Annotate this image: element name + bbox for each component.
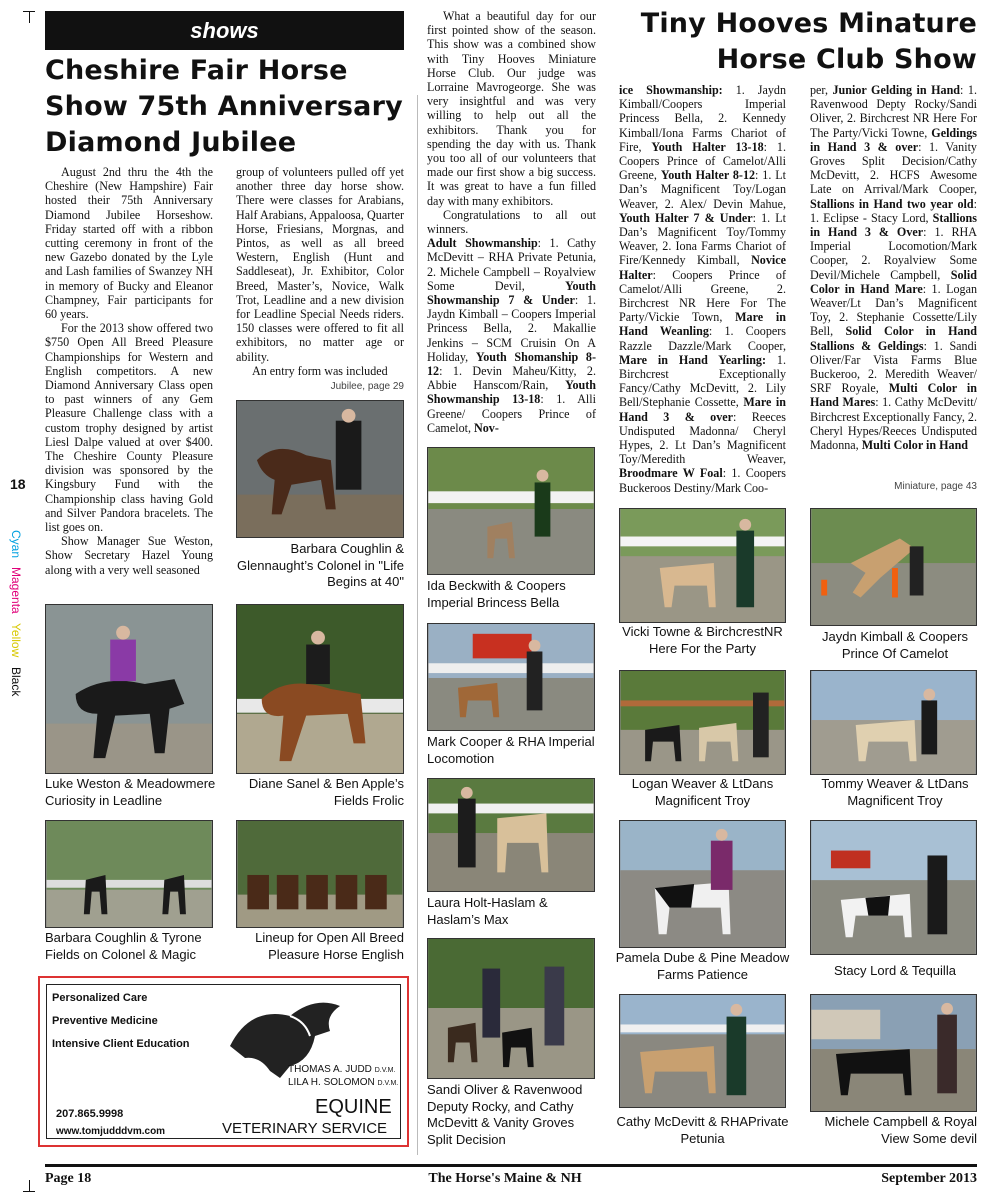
caption-pamela: Pamela Dube & Pine Meadow Farms Patience: [615, 950, 790, 982]
caption-jaydn: Jaydn Kimball & Coopers Prince Of Camelot: [822, 629, 968, 661]
photo-sandi: [427, 938, 595, 1079]
middle-para: Congratulations to all out winners.: [427, 207, 596, 237]
mini-horse-image: [811, 995, 976, 1111]
left-title-line: Cheshire Fair Horse: [45, 55, 348, 86]
left-article-title: [45, 53, 410, 161]
horse-rider-image: [237, 401, 403, 537]
mini-horse-image: [428, 779, 594, 891]
photo-luke: [45, 604, 213, 774]
footer-center: The Horse's Maine & NH: [428, 1171, 582, 1186]
photo-michele: [810, 994, 977, 1112]
mini-horse-image: [620, 995, 785, 1107]
caption-coughlin: Barbara Coughlin & Glennaught’s Colonel in "Life Begins at 40": [237, 541, 404, 589]
mini-horse-jump-image: [811, 509, 976, 625]
horses-lineup-image: [237, 821, 403, 927]
caption-tommy: Tommy Weaver & LtDans Magnificent Troy: [821, 776, 969, 808]
photo-mark: [427, 623, 595, 731]
photo-vicki: [619, 508, 786, 623]
ad-degree: D.V.M.: [377, 1080, 399, 1087]
left-para: Show Manager Sue Weston, Show Secretary Hazel Young along with a very well seasoned: [45, 534, 213, 577]
mini-horses-image: [620, 671, 785, 774]
photo-tommy: [810, 670, 977, 775]
caption-stacy: Stacy Lord & Tequilla: [834, 963, 956, 978]
photo-lineup: [236, 820, 404, 928]
plate-cyan: Cyan: [9, 530, 23, 559]
caption-diane: Diane Sanel & Ben Apple’s Fields Frolic: [248, 776, 404, 808]
horse-riders-image: [46, 821, 212, 927]
photo-stacy: [810, 820, 977, 955]
caption-laura: Laura Holt-Haslam & Haslam’s Max: [427, 895, 548, 927]
left-jump: Jubilee, page 29: [330, 381, 404, 392]
ad-degree: D.V.M.: [374, 1067, 396, 1074]
left-title-line: Show 75th Anniversary: [45, 91, 403, 122]
footer-left: Page 18: [45, 1171, 92, 1186]
right-article-title: [610, 6, 977, 78]
photo-pamela: [619, 820, 786, 948]
mini-horse-image: [620, 821, 785, 947]
crop-mark-top: [29, 11, 30, 23]
photo-ida: [427, 447, 595, 575]
left-para: For the 2013 show offered two $750 Open All Breed Pleasure Championships for Western and English competitors. A new Diamond Anniversary Class open to past winners of any Gem Pleasure Challenge class with a custom trophy designed by artist Liesl Dalpe valued at over $400. The Cheshire County Pleasure division was sponsored by the Kingsbury Fund with the Championship class having Gold and Silver Pandora bracelets. The list goes on.: [45, 321, 213, 535]
right-title-line: Tiny Hooves Minature: [640, 8, 977, 39]
middle-column: [427, 9, 596, 435]
ad-phone: 207.865.9998: [56, 1108, 124, 1120]
left-title-line: Diamond Jubilee: [45, 127, 297, 158]
caption-lineup: Lineup for Open All Breed Pleasure Horse English: [255, 930, 404, 962]
mini-horse-image: [811, 821, 976, 954]
right-col-1: [619, 83, 786, 495]
photo-laura: [427, 778, 595, 892]
ad-line-2: Preventive Medicine: [52, 1015, 158, 1027]
caption-sandi: Sandi Oliver & Ravenwood Deputy Rocky, and Cathy McDevitt & Vanity Groves Split Decision: [427, 1082, 583, 1147]
ad-brand-2: VETERINARY SERVICE: [222, 1120, 388, 1137]
crop-mark-top-h: [23, 11, 35, 12]
left-col-2: [236, 165, 404, 378]
right-title-line: Horse Club Show: [716, 44, 977, 75]
right-jump: Miniature, page 43: [894, 481, 977, 492]
footer-right: September 2013: [881, 1171, 977, 1186]
photo-diane: [236, 604, 404, 774]
right-results-2: per, Junior Gelding in Hand: 1. Ravenwood Depty Rocky/Sandi Oliver, 2. Birchcrest NR Here For The Party/Vicki Towne, Geldings in Hand 3 & over: 1. Vanity Groves Split Decision/Cathy McDevitt, 2. HCFS Awesome Late on Arrival/Mark Cooper, Stallions in Hand two year old: 1. Eclipse - Stacy Lord, Stallions in Hand 3 & Over: 1. RHA Imperial Locomotion/Mark Cooper, 2. Royalview Some Devil/Michele Campbell, Solid Color in Hand Mare: 1. Logan Weaver/Lt Dan’s Magnificent Toy, 2. Stephanie Cossette/Lily Bell, Solid Color in Hand Stallions & Geldings: 1. Sandi Oliver/Far Vista Farms Blue Buckeroo, 2. Meredith Weaver/ SRF Royale, Multi Color in Hand Mares: 1. Cathy McDevitt/ Birchcrest Exceptionally Fancy, 2. Cheryl Hypes/Reeces Undisputed Madonna, Multi Color in Hand: [810, 83, 977, 453]
caption-michele: Michele Campbell & Royal View Some devil: [824, 1114, 977, 1146]
ad-line-1: Personalized Care: [52, 992, 148, 1004]
color-plates: [9, 530, 23, 696]
right-col-2: [810, 83, 977, 452]
right-results-1: ice Showmanship: 1. Jaydn Kimball/Coopers Imperial Princess Bella, 2. Kennedy Kimball/Iona Farms Chariot of Fire, Youth Halter 13-18: 1. Coopers Prince of Camelot/Alli Greene, Youth Halter 8-12: 1. Lt Dan’s Magnificent Toy/Logan Weaver, 2. Alex/ Devin Mahue, Youth Halter 7 & Under: 1. Lt Dan’s Magnificent Toy/Tommy Weaver, 2. Iona Farms Chariot of Fire/Kennedy Kimball, Novice Halter: Coopers Prince of Camelot/Alli Greene, 2. Birchcrest NR Here For The Party/Vickie Town, Mare in Hand Weanling: 1. Coopers Razzle Dazzle/Mark Cooper, Mare in Hand Yearling: 1. Birchcrest Exceptionally Fancy/Cathy McDevitt, 2. Lily Bell/Stephanie Cossette, Mare in Hand 3 & over: Reeces Undisputed Madonna/ Cheryl Hypes, 2. Lt Dan’s Magnificent Toy/Meredith Weaver, Broodmare W Foal: 1. Coopers Buckeroos Destiny/Mark Coo-: [619, 83, 786, 495]
photo-cathy: [619, 994, 786, 1108]
mini-horse-image: [428, 624, 594, 730]
caption-tyrone: Barbara Coughlin & Tyrone Fields on Colonel & Magic: [45, 930, 202, 962]
ad-web: www.tomjudddvm.com: [56, 1126, 166, 1137]
caption-cathy: Cathy McDevitt & RHAPrivate Petunia: [616, 1114, 789, 1146]
mini-horse-image: [428, 448, 594, 574]
photo-jaydn: [810, 508, 977, 626]
left-para: group of volunteers pulled off yet another three day horse show. There were classes for Arabians, Half Arabians, Appaloosa, Quarter Horse, Friesians, Morgnas, and Pintos, as well as all breed Western, English (Hunt and Saddleseat), Jr. Exhibitor, Color Breed, Master’s, Novice, Walk Trot, Leadline and a new division for Leadline Special Needs riders. 150 classes were offered to fit all exhibitors, no matter age or ability.: [236, 165, 404, 364]
mini-horses-image: [428, 939, 594, 1078]
horse-rider-image: [237, 605, 403, 773]
middle-results: Adult Showmanship: 1. Cathy McDevitt – RHA Private Petunia, 2. Michele Campbell – Royalview Some Devil, Youth Showmanship 7 & Under: 1. Jaydn Kimball – Coopers Imperial Princess Bella, 2. Makallie Jenkins – SCM Cruisin On A Holiday, Youth Shomanship 8-12: 1. Devin Maheu/Kitty, 2. Abbie Hanscom/Rain, Youth Showmanship 13-18: 1. Alli Greene/ Coopers Prince of Camelot, Nov-: [427, 236, 597, 435]
ad-doctor-1: THOMAS A. JUDD D.V.M.: [288, 1064, 396, 1075]
middle-para: What a beautiful day for our first pointed show of the season. This show was a combined show with Tiny Hooves Miniature Horse Club. Our judge was Lorraine Mavrogeorge. She was very insightful and was very willing to help out all the exhibitors. Thank you for spending the day with us. Thank you too all of our volunteers that made our first show a big success. It was great to have a fun filled day with many exhibitors.: [427, 9, 596, 208]
vet-advertisement: [38, 976, 409, 1147]
crop-mark-bottom-h: [23, 1191, 35, 1192]
plate-black: Black: [9, 667, 23, 697]
caption-luke: Luke Weston & Meadowmere Curiosity in Leadline: [45, 776, 216, 808]
left-para: August 2nd thru the 4th the Cheshire (New Hampshire) Fair hosted their 75th Anniversary Diamond Jubilee Horseshow. Friday started off with a ribbon cutting ceremony in front of the new Gazebo donated by the Lyle and Lash families of Swanzey NH in memory of Bucky and Eleanor Champney, Fair participants for 60 years.: [45, 165, 213, 322]
left-col-1: [45, 165, 213, 577]
caption-logan: Logan Weaver & LtDans Magnificent Troy: [631, 776, 774, 808]
mini-horse-image: [811, 671, 976, 774]
caption-mark: Mark Cooper & RHA Imperial Locomotion: [427, 734, 595, 766]
horse-rider-image: [46, 605, 212, 773]
left-para: An entry form was included: [252, 363, 388, 378]
caption-vicki: Vicki Towne & BirchcrestNR Here For the Party: [622, 624, 783, 656]
ad-brand-1: EQUINE: [315, 1096, 392, 1118]
photo-tyrone: [45, 820, 213, 928]
ad-doctor-2: LILA H. SOLOMON D.V.M.: [288, 1077, 399, 1088]
caption-ida: Ida Beckwith & Coopers Imperial Brincess Bella: [427, 578, 566, 610]
plate-magenta: Magenta: [9, 567, 23, 615]
margin-page-number: 18: [10, 476, 26, 492]
photo-logan: [619, 670, 786, 775]
ad-line-3: Intensive Client Education: [52, 1038, 190, 1050]
footer-rule: [45, 1164, 977, 1167]
mini-horse-image: [620, 509, 785, 622]
section-tag: shows: [45, 11, 404, 50]
column-rule: [417, 95, 418, 1155]
photo-coughlin: [236, 400, 404, 538]
plate-yellow: Yellow: [9, 623, 23, 658]
